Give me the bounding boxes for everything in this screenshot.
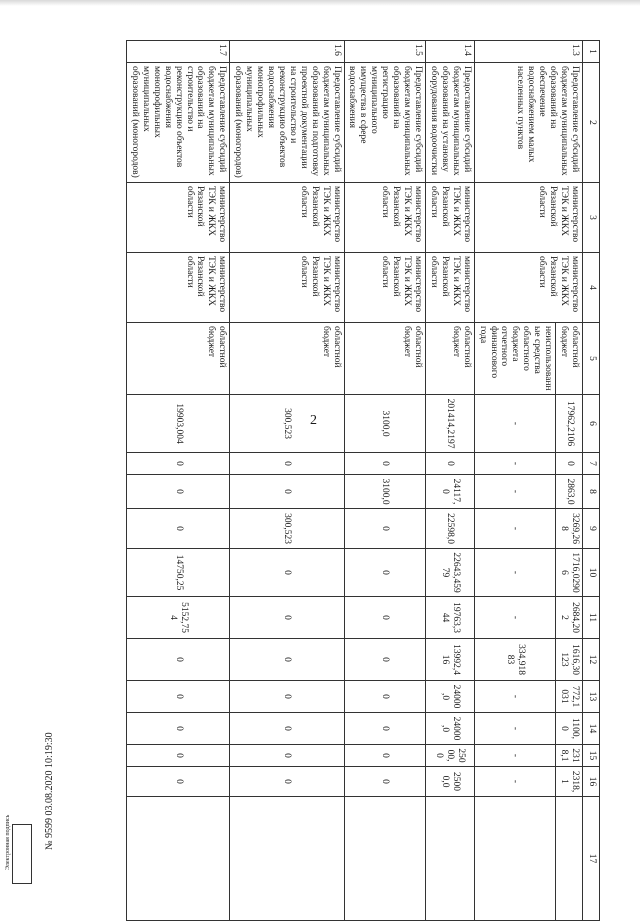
responsible-executor: министерство ТЭК и ЖКХ Рязанской области xyxy=(474,183,582,253)
column-header: 1 xyxy=(583,41,600,63)
rotated-table-container xyxy=(50,40,600,864)
page-number: 2 xyxy=(310,413,317,428)
amount-cell: 1716,02906 xyxy=(556,549,583,597)
funding-source: неиспользованные средства областного бюджета отчетного финансового года xyxy=(474,323,555,395)
responsible-executor: министерство ТЭК и ЖКХ Рязанской области xyxy=(426,183,475,253)
amount-cell: 0 xyxy=(344,745,425,767)
column-header: 8 xyxy=(583,475,600,509)
budget-table xyxy=(126,40,600,921)
stamp-label: Электронная подпись xyxy=(5,814,11,870)
amount-cell: 0 xyxy=(344,549,425,597)
amount-cell: 0 xyxy=(127,453,230,475)
column-header: 7 xyxy=(583,453,600,475)
responsible-executor: министерство ТЭК и ЖКХ Рязанской области xyxy=(127,183,230,253)
amount-cell: 3100,0 xyxy=(344,395,425,453)
funding-source: областной бюджет xyxy=(230,323,344,395)
amount-cell: - xyxy=(474,597,555,639)
column-header: 5 xyxy=(583,323,600,395)
amount-cell: - xyxy=(474,509,555,549)
amount-cell: 22598,0 xyxy=(426,509,475,549)
funding-source: областной бюджет xyxy=(344,323,425,395)
measure-name: Предоставление субсидий бюджетам муниципальных образований на подготовку проектной документации на строительство и реконструкцию объектов водоснабжения монопрофильных муниципальных образований (моногородов) xyxy=(230,63,344,183)
amount-cell: 0 xyxy=(230,639,344,681)
amount-cell: 25000,0 xyxy=(426,745,475,767)
amount-cell: 1100,0 xyxy=(556,713,583,745)
amount-cell: 24117,0 xyxy=(426,475,475,509)
amount-cell: 0 xyxy=(127,767,230,797)
amount-cell: 13992,416 xyxy=(426,639,475,681)
amount-cell: 300,523 xyxy=(230,395,344,453)
amount-cell: 300,523 xyxy=(230,509,344,549)
table-row xyxy=(556,41,583,921)
amount-cell: 0 xyxy=(230,597,344,639)
participant: министерство ТЭК и ЖКХ Рязанской области xyxy=(426,253,475,323)
row-number: 1.3 xyxy=(474,41,582,63)
amount-cell: 24000,0 xyxy=(426,713,475,745)
amount-cell: 201414,2197 xyxy=(426,395,475,453)
amount-cell: 0 xyxy=(344,509,425,549)
amount-cell: 0 xyxy=(127,713,230,745)
participant: министерство ТЭК и ЖКХ Рязанской области xyxy=(474,253,582,323)
amount-cell: 0 xyxy=(556,453,583,475)
funding-source: областной бюджет xyxy=(426,323,475,395)
row-number: 1.6 xyxy=(230,41,344,63)
amount-cell: - xyxy=(474,767,555,797)
amount-cell: 0 xyxy=(230,745,344,767)
amount-cell: 2318,1 xyxy=(556,767,583,797)
column-header: 13 xyxy=(583,681,600,713)
amount-cell: 334,91883 xyxy=(474,639,555,681)
table-header-row xyxy=(583,41,600,921)
amount-cell: 3269,268 xyxy=(556,509,583,549)
table-row xyxy=(127,41,230,921)
table-row xyxy=(344,41,425,921)
row-number: 1.4 xyxy=(426,41,475,63)
amount-cell: 0 xyxy=(127,475,230,509)
row-number: 1.5 xyxy=(344,41,425,63)
participant: министерство ТЭК и ЖКХ Рязанской области xyxy=(230,253,344,323)
amount-cell: 0 xyxy=(344,681,425,713)
column-header: 6 xyxy=(583,395,600,453)
amount-cell: - xyxy=(474,475,555,509)
amount-cell: 19763,344 xyxy=(426,597,475,639)
amount-cell xyxy=(230,797,344,921)
participant: министерство ТЭК и ЖКХ Рязанской области xyxy=(127,253,230,323)
amount-cell: 0 xyxy=(344,453,425,475)
amount-cell xyxy=(344,797,425,921)
column-header: 15 xyxy=(583,745,600,767)
measure-name: Предоставление субсидий бюджетам муниципальных образований на установку оборудования водоочистки xyxy=(426,63,475,183)
amount-cell: 0 xyxy=(127,509,230,549)
measure-name: Предоставление субсидий бюджетам муниципальных образований на регистрацию муниципального имущества в сфере водоснабжения xyxy=(344,63,425,183)
amount-cell: 0 xyxy=(127,639,230,681)
amount-cell: 0 xyxy=(344,597,425,639)
amount-cell: 0 xyxy=(344,639,425,681)
amount-cell xyxy=(426,797,475,921)
column-header: 4 xyxy=(583,253,600,323)
funding-source: областной бюджет xyxy=(556,323,583,395)
column-header: 16 xyxy=(583,767,600,797)
column-header: 11 xyxy=(583,597,600,639)
amount-cell: 2684,202 xyxy=(556,597,583,639)
amount-cell: 0 xyxy=(426,453,475,475)
amount-cell: 19903,004 xyxy=(127,395,230,453)
amount-cell: 2863,0 xyxy=(556,475,583,509)
amount-cell: 0 xyxy=(230,681,344,713)
amount-cell: 0 xyxy=(127,681,230,713)
amount-cell: - xyxy=(474,713,555,745)
amount-cell: - xyxy=(474,745,555,767)
amount-cell: 25000,0 xyxy=(426,767,475,797)
column-header: 9 xyxy=(583,509,600,549)
amount-cell: - xyxy=(474,681,555,713)
column-header: 14 xyxy=(583,713,600,745)
amount-cell: 0 xyxy=(230,549,344,597)
responsible-executor: министерство ТЭК и ЖКХ Рязанской области xyxy=(344,183,425,253)
amount-cell: 1616,30123 xyxy=(556,639,583,681)
amount-cell: 24000,0 xyxy=(426,681,475,713)
scan-edge xyxy=(0,0,640,6)
amount-cell: 0 xyxy=(230,713,344,745)
table-body xyxy=(127,41,583,921)
amount-cell xyxy=(127,797,230,921)
amount-cell: 17962,2106 xyxy=(556,395,583,453)
amount-cell: 0 xyxy=(344,767,425,797)
amount-cell xyxy=(474,797,555,921)
amount-cell: - xyxy=(474,395,555,453)
amount-cell: 3100,0 xyxy=(344,475,425,509)
table-row xyxy=(230,41,344,921)
amount-cell: - xyxy=(474,549,555,597)
amount-cell: 5152,754 xyxy=(127,597,230,639)
electronic-signature-stamp xyxy=(12,824,32,884)
amount-cell: 22643,45979 xyxy=(426,549,475,597)
funding-source: областной бюджет xyxy=(127,323,230,395)
amount-cell: 2318,1 xyxy=(556,745,583,767)
column-header: 17 xyxy=(583,797,600,921)
amount-cell: 0 xyxy=(230,767,344,797)
responsible-executor: министерство ТЭК и ЖКХ Рязанской области xyxy=(230,183,344,253)
table-row xyxy=(426,41,475,921)
column-header: 2 xyxy=(583,63,600,183)
column-header: 12 xyxy=(583,639,600,681)
registration-footer: № 9599 03.08.2020 10:19:30 xyxy=(44,732,55,850)
measure-name: Предоставление субсидий бюджетам муниципальных образований на строительство и реконструкцию объектов водоснабжения монопрофильных муниципальных образований (моногородов) xyxy=(127,63,230,183)
column-header: 3 xyxy=(583,183,600,253)
amount-cell: - xyxy=(474,453,555,475)
amount-cell: 0 xyxy=(230,475,344,509)
row-number: 1.7 xyxy=(127,41,230,63)
amount-cell: 0 xyxy=(344,713,425,745)
measure-name: Предоставление субсидий бюджетам муниципальных образований на обеспечение водоснабжением малых населенных пунктов xyxy=(474,63,582,183)
column-header: 10 xyxy=(583,549,600,597)
amount-cell: 0 xyxy=(127,745,230,767)
amount-cell: 0 xyxy=(230,453,344,475)
amount-cell: 772,1031 xyxy=(556,681,583,713)
participant: министерство ТЭК и ЖКХ Рязанской области xyxy=(344,253,425,323)
amount-cell xyxy=(556,797,583,921)
amount-cell: 14750,25 xyxy=(127,549,230,597)
